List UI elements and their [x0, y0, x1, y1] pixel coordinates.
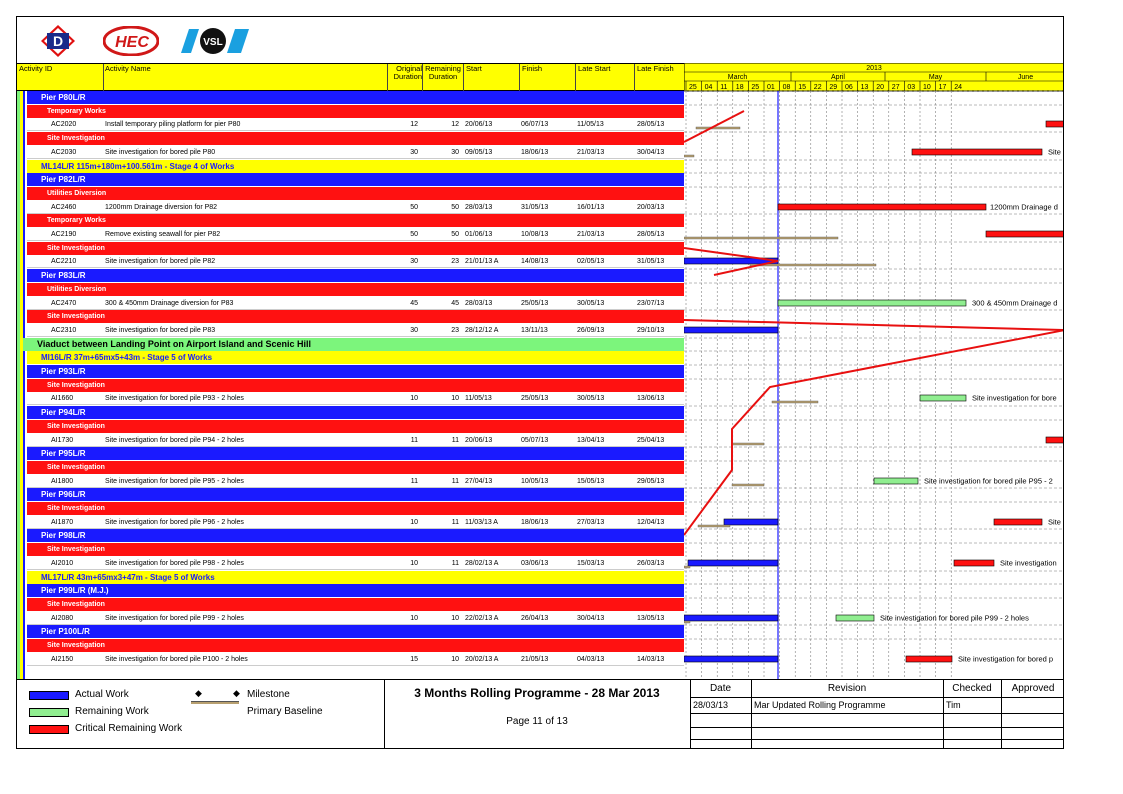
- original-duration-cell: 11: [410, 437, 418, 444]
- timeline-week: 10: [923, 84, 931, 91]
- timeline-month: April: [830, 74, 846, 81]
- original-duration-cell: 10: [410, 560, 418, 567]
- table-header: [17, 63, 684, 91]
- remaining-bar: [836, 615, 874, 621]
- start-cell: 11/05/13: [465, 395, 492, 402]
- critical-bar: [906, 656, 952, 662]
- table-row[interactable]: [27, 201, 684, 214]
- timeline-week: 29: [829, 84, 838, 91]
- start-cell: 22/02/13 A: [465, 615, 499, 622]
- start-cell: 09/05/13: [465, 149, 493, 156]
- timeline-month: June: [1017, 74, 1034, 81]
- col-remaining-duration: Remaining Duration: [425, 64, 461, 81]
- late-start-cell: 02/05/13: [577, 258, 605, 265]
- late-finish-cell: 26/03/13: [637, 560, 665, 567]
- red-band-heading: Site Investigation: [27, 598, 684, 611]
- baseline-bar: [750, 264, 876, 266]
- blue-band-heading: Pier P99L/R (M.J.): [27, 584, 684, 597]
- table-row[interactable]: [27, 118, 684, 131]
- finish-cell: 21/05/13: [521, 656, 549, 663]
- dragages-logo-icon: [41, 25, 75, 57]
- gantt-bar-label: 1200mm Drainage d: [990, 202, 1058, 212]
- red-band-heading: Site Investigation: [27, 461, 684, 474]
- rev-header-checked: Checked: [952, 683, 992, 694]
- timeline-year: 2013: [866, 65, 882, 72]
- rev-description: Mar Updated Rolling Programme: [754, 700, 886, 710]
- start-cell: 11/03/13 A: [465, 519, 498, 526]
- late-finish-cell: 12/04/13: [637, 519, 665, 526]
- svg-text:VSL: VSL: [203, 37, 223, 48]
- activity-id-cell: AC2210: [51, 258, 77, 265]
- remaining-duration-cell: 12: [451, 121, 459, 128]
- baseline-bar: [684, 237, 838, 239]
- late-finish-cell: 23/07/13: [637, 300, 665, 307]
- activity-id-cell: AI2010: [51, 560, 74, 567]
- timeline-week: 20: [876, 84, 884, 91]
- critical-bar: [986, 231, 1064, 237]
- start-cell: 20/06/13: [465, 121, 493, 128]
- remaining-duration-cell: 11: [451, 519, 459, 526]
- critical-bar: [912, 149, 1042, 155]
- table-row[interactable]: [27, 255, 684, 268]
- critical-bar: [1046, 437, 1064, 443]
- table-row[interactable]: [27, 392, 684, 405]
- critical-bar: [1046, 121, 1064, 127]
- baseline-bar: [684, 566, 690, 568]
- actual-bar: [684, 615, 778, 621]
- remaining-duration-cell: 10: [451, 395, 459, 402]
- late-finish-cell: 28/05/13: [637, 121, 665, 128]
- start-cell: 28/03/13: [465, 300, 493, 307]
- actual-bar: [688, 560, 778, 566]
- late-start-cell: 21/03/13: [577, 149, 605, 156]
- original-duration-cell: 30: [410, 149, 418, 156]
- legend-actual-swatch: [29, 691, 69, 700]
- gantt-bar-label: Site investigation for bored p: [958, 654, 1054, 664]
- gantt-bar-label: Site investigation for bored pile P99 - 2 holes: [880, 613, 1029, 623]
- baseline-bar: [772, 401, 818, 403]
- table-row[interactable]: [27, 557, 684, 570]
- gantt-chart: [684, 63, 1064, 679]
- late-start-cell: 21/03/13: [577, 231, 605, 238]
- logo-strip: [17, 17, 1064, 63]
- activity-name-cell: Site investigation for bored pile P83: [105, 327, 216, 334]
- red-band-heading: Site Investigation: [27, 543, 684, 556]
- red-band-heading: Site Investigation: [27, 310, 684, 323]
- timeline-week: 17: [938, 84, 947, 91]
- remaining-duration-cell: 10: [451, 615, 459, 622]
- activity-name-cell: Site investigation for bored pile P80: [105, 149, 216, 156]
- timeline-week: 11: [720, 84, 728, 91]
- table-row[interactable]: [27, 653, 684, 666]
- col-activity-name: Activity Name: [105, 64, 151, 73]
- left-outline-bar-blue: [23, 91, 25, 679]
- late-start-cell: 15/05/13: [577, 478, 605, 485]
- red-band-heading: Site Investigation: [27, 639, 684, 652]
- finish-cell: 03/06/13: [521, 560, 549, 567]
- timeline-week: 08: [782, 84, 791, 91]
- red-band-heading: Site Investigation: [27, 420, 684, 433]
- blue-band-heading: Pier P80L/R: [27, 91, 684, 104]
- legend-block: [17, 679, 1064, 749]
- original-duration-cell: 12: [410, 121, 418, 128]
- rev-header-date: Date: [709, 683, 732, 694]
- late-finish-cell: 13/06/13: [637, 395, 665, 402]
- col-original-duration: Original Duration: [393, 64, 422, 81]
- start-cell: 20/06/13: [465, 437, 493, 444]
- legend-remaining-swatch: [29, 708, 69, 717]
- timeline-week: 25: [689, 84, 697, 91]
- page-number: Page 11 of 13: [506, 716, 568, 727]
- activity-id-cell: AC2460: [51, 204, 77, 211]
- activity-id-cell: AI1730: [51, 437, 74, 444]
- table-row[interactable]: [27, 475, 684, 488]
- logic-link: [684, 111, 744, 142]
- late-finish-cell: 28/05/13: [637, 231, 665, 238]
- activity-name-cell: Site investigation for bored pile P95 - 2 holes: [105, 478, 244, 485]
- finish-cell: 13/11/13: [521, 327, 548, 334]
- actual-bar: [684, 327, 778, 333]
- remaining-duration-cell: 45: [451, 300, 459, 307]
- timeline-week: 27: [891, 84, 900, 91]
- start-cell: 20/02/13 A: [465, 656, 499, 663]
- table-row[interactable]: [27, 146, 684, 159]
- activity-id-cell: AC2030: [51, 149, 77, 156]
- blue-band-heading: Pier P95L/R: [27, 447, 684, 460]
- start-cell: 28/03/13: [465, 204, 493, 211]
- rev-header-revision: Revision: [827, 683, 867, 694]
- late-start-cell: 11/05/13: [577, 121, 604, 128]
- timeline-week: 13: [860, 84, 869, 91]
- baseline-bar: [684, 621, 690, 623]
- activity-name-cell: Site investigation for bored pile P96 - 2 holes: [105, 519, 244, 526]
- critical-bar: [778, 204, 986, 210]
- legend-critical-swatch: [29, 725, 69, 734]
- remaining-bar: [920, 395, 966, 401]
- start-cell: 21/01/13 A: [465, 258, 499, 265]
- late-start-cell: 30/05/13: [577, 395, 605, 402]
- late-start-cell: 30/04/13: [577, 615, 605, 622]
- activity-name-cell: Site investigation for bored pile P82: [105, 258, 216, 265]
- original-duration-cell: 11: [410, 478, 418, 485]
- legend-milestone-label: Milestone: [247, 689, 290, 700]
- timeline-month: March: [727, 74, 748, 81]
- remaining-duration-cell: 11: [451, 437, 459, 444]
- svg-text:HEC: HEC: [115, 34, 149, 51]
- milestone-icon: ◆: [233, 688, 240, 698]
- late-finish-cell: 14/03/13: [637, 656, 665, 663]
- red-band-heading: Site Investigation: [27, 242, 684, 255]
- activity-id-cell: AC2190: [51, 231, 77, 238]
- rev-header-approved: Approved: [1011, 683, 1055, 694]
- col-late-finish: Late Finish: [637, 64, 674, 73]
- activity-name-cell: Install temporary piling platform for pier P80: [105, 121, 241, 128]
- activity-name-cell: Site investigation for bored pile P98 - 2 holes: [105, 560, 244, 567]
- remaining-duration-cell: 11: [451, 478, 459, 485]
- remaining-duration-cell: 11: [451, 560, 459, 567]
- late-finish-cell: 31/05/13: [637, 258, 665, 265]
- table-row[interactable]: [27, 297, 684, 310]
- remaining-bar: [874, 478, 918, 484]
- timeline-month: May: [928, 74, 943, 81]
- red-band-heading: Utilities Diversion: [27, 283, 684, 296]
- revision-table: [690, 680, 1064, 749]
- col-start: Start: [466, 64, 482, 73]
- original-duration-cell: 10: [410, 395, 418, 402]
- gantt-bar-label: Site: [1048, 147, 1061, 157]
- activity-id-cell: AI1660: [51, 395, 74, 402]
- timeline-week: 01: [767, 84, 775, 91]
- original-duration-cell: 50: [410, 231, 418, 238]
- activity-id-cell: AC2020: [51, 121, 77, 128]
- late-start-cell: 26/09/13: [577, 327, 605, 334]
- finish-cell: 18/06/13: [521, 149, 549, 156]
- legend-remaining-label: Remaining Work: [75, 706, 149, 717]
- baseline-bar: [696, 127, 740, 129]
- start-cell: 28/02/13 A: [465, 560, 499, 567]
- late-start-cell: 16/01/13: [577, 204, 605, 211]
- finish-cell: 14/08/13: [521, 258, 549, 265]
- finish-cell: 31/05/13: [521, 204, 549, 211]
- milestone-icon: ◆: [195, 688, 202, 698]
- original-duration-cell: 30: [410, 258, 418, 265]
- activity-name-cell: Remove existing seawall for pier P82: [105, 231, 221, 238]
- col-activity-id: Activity ID: [19, 64, 53, 73]
- activity-name-cell: 1200mm Drainage diversion for P82: [105, 204, 218, 211]
- yellow-band-heading: MI16L/R 37m+65mx5+43m - Stage 5 of Works: [27, 351, 684, 364]
- timeline-week: 15: [798, 84, 806, 91]
- red-band-heading: Utilities Diversion: [27, 187, 684, 200]
- gantt-bar-label: Site investigation: [1000, 558, 1057, 568]
- late-start-cell: 15/03/13: [577, 560, 605, 567]
- start-cell: 27/04/13: [465, 478, 493, 485]
- original-duration-cell: 30: [410, 327, 418, 334]
- yellow-band-heading: ML17L/R 43m+65mx3+47m - Stage 5 of Works: [27, 571, 684, 584]
- start-cell: 28/12/12 A: [465, 327, 499, 334]
- gantt-bar-label: Site investigation for bored pile P95 - 2: [924, 476, 1053, 486]
- original-duration-cell: 45: [410, 300, 418, 307]
- remaining-duration-cell: 30: [451, 149, 459, 156]
- blue-band-heading: Pier P98L/R: [27, 529, 684, 542]
- activity-id-cell: AC2310: [51, 327, 77, 334]
- col-finish: Finish: [522, 64, 543, 73]
- baseline-bar: [698, 525, 730, 527]
- late-finish-cell: 30/04/13: [637, 149, 665, 156]
- blue-band-heading: Pier P82L/R: [27, 173, 684, 186]
- finish-cell: 18/06/13: [521, 519, 549, 526]
- vsl-logo-icon: [175, 27, 251, 55]
- finish-cell: 05/07/13: [521, 437, 549, 444]
- finish-cell: 06/07/13: [521, 121, 549, 128]
- hec-logo-icon: [103, 26, 159, 56]
- original-duration-cell: 10: [410, 519, 418, 526]
- activity-name-cell: Site investigation for bored pile P93 - 2 holes: [105, 395, 244, 402]
- activity-name-cell: Site investigation for bored pile P94 - 2 holes: [105, 437, 244, 444]
- table-row[interactable]: [27, 516, 684, 529]
- actual-bar: [724, 519, 778, 525]
- late-finish-cell: 25/04/13: [637, 437, 665, 444]
- green-band-heading: Viaduct between Landing Point on Airport Island and Scenic Hill: [23, 338, 684, 351]
- activity-id-cell: AI2150: [51, 656, 74, 663]
- finish-cell: 26/04/13: [521, 615, 549, 622]
- red-band-heading: Temporary Works: [27, 214, 684, 227]
- rev-date: 28/03/13: [693, 700, 729, 710]
- late-finish-cell: 29/10/13: [637, 327, 665, 334]
- late-start-cell: 13/04/13: [577, 437, 605, 444]
- legend-baseline-swatch: [191, 701, 239, 704]
- actual-bar: [684, 656, 778, 662]
- red-band-heading: Site Investigation: [27, 379, 684, 392]
- original-duration-cell: 15: [410, 656, 418, 663]
- activity-id-cell: AI1800: [51, 478, 74, 485]
- critical-bar: [994, 519, 1042, 525]
- schedule-sheet: [16, 16, 1064, 749]
- blue-band-heading: Pier P96L/R: [27, 488, 684, 501]
- rev-checked-by: Tim: [946, 700, 961, 710]
- activity-id-cell: AI1870: [51, 519, 74, 526]
- finish-cell: 25/05/13: [521, 395, 549, 402]
- timeline-week: 18: [735, 84, 744, 91]
- original-duration-cell: 50: [410, 204, 418, 211]
- baseline-bar: [732, 443, 764, 445]
- late-start-cell: 04/03/13: [577, 656, 605, 663]
- blue-band-heading: Pier P100L/R: [27, 625, 684, 638]
- late-finish-cell: 29/05/13: [637, 478, 665, 485]
- red-band-heading: Site Investigation: [27, 132, 684, 145]
- gantt-bar-label: Site investigation for bore: [972, 393, 1057, 403]
- gantt-bar-label: Site: [1048, 517, 1061, 527]
- legend-baseline-label: Primary Baseline: [247, 706, 323, 717]
- red-band-heading: Temporary Works: [27, 105, 684, 118]
- activity-id-cell: AC2470: [51, 300, 77, 307]
- timeline-week: 03: [907, 84, 916, 91]
- table-row[interactable]: [27, 324, 684, 337]
- programme-title: 3 Months Rolling Programme - 28 Mar 2013: [414, 686, 660, 700]
- baseline-bar: [732, 484, 764, 486]
- remaining-duration-cell: 50: [451, 204, 459, 211]
- finish-cell: 25/05/13: [521, 300, 549, 307]
- gantt-bar-label: 300 & 450mm Drainage d: [972, 298, 1058, 308]
- original-duration-cell: 10: [410, 615, 418, 622]
- blue-band-heading: Pier P83L/R: [27, 269, 684, 282]
- activity-name-cell: 300 & 450mm Drainage diversion for P83: [105, 300, 234, 307]
- start-cell: 01/06/13: [465, 231, 493, 238]
- legend-actual-label: Actual Work: [75, 689, 129, 700]
- table-row[interactable]: [27, 228, 684, 241]
- table-row[interactable]: [27, 612, 684, 625]
- finish-cell: 10/08/13: [521, 231, 549, 238]
- legend-critical-label: Critical Remaining Work: [75, 723, 183, 734]
- activity-name-cell: Site investigation for bored pile P99 - 2 holes: [105, 615, 244, 622]
- baseline-bar: [684, 155, 694, 157]
- remaining-duration-cell: 10: [451, 656, 459, 663]
- finish-cell: 10/05/13: [521, 478, 549, 485]
- timeline-week: 22: [813, 84, 822, 91]
- late-finish-cell: 13/05/13: [637, 615, 665, 622]
- timeline-week: 24: [954, 84, 962, 91]
- timeline-week: 06: [845, 84, 853, 91]
- critical-bar: [954, 560, 994, 566]
- remaining-duration-cell: 23: [451, 327, 459, 334]
- timeline-week: 25: [751, 84, 760, 91]
- activity-name-cell: Site investigation for bored pile P100 - 2 holes: [105, 656, 248, 663]
- remaining-duration-cell: 50: [451, 231, 459, 238]
- blue-band-heading: Pier P93L/R: [27, 365, 684, 378]
- logic-link: [684, 330, 1064, 535]
- late-start-cell: 27/03/13: [577, 519, 605, 526]
- svg-text:D: D: [52, 33, 64, 49]
- yellow-band-heading: ML14L/R 115m+180m+100.561m - Stage 4 of Works: [27, 160, 684, 173]
- col-late-start: Late Start: [578, 64, 611, 73]
- red-band-heading: Site Investigation: [27, 502, 684, 515]
- activity-table: [17, 91, 684, 679]
- late-finish-cell: 20/03/13: [637, 204, 665, 211]
- late-start-cell: 30/05/13: [577, 300, 605, 307]
- blue-band-heading: Pier P94L/R: [27, 406, 684, 419]
- activity-id-cell: AI2080: [51, 615, 74, 622]
- table-row[interactable]: [27, 434, 684, 447]
- timeline-week: 04: [704, 84, 713, 91]
- remaining-bar: [778, 300, 966, 306]
- remaining-duration-cell: 23: [451, 258, 459, 265]
